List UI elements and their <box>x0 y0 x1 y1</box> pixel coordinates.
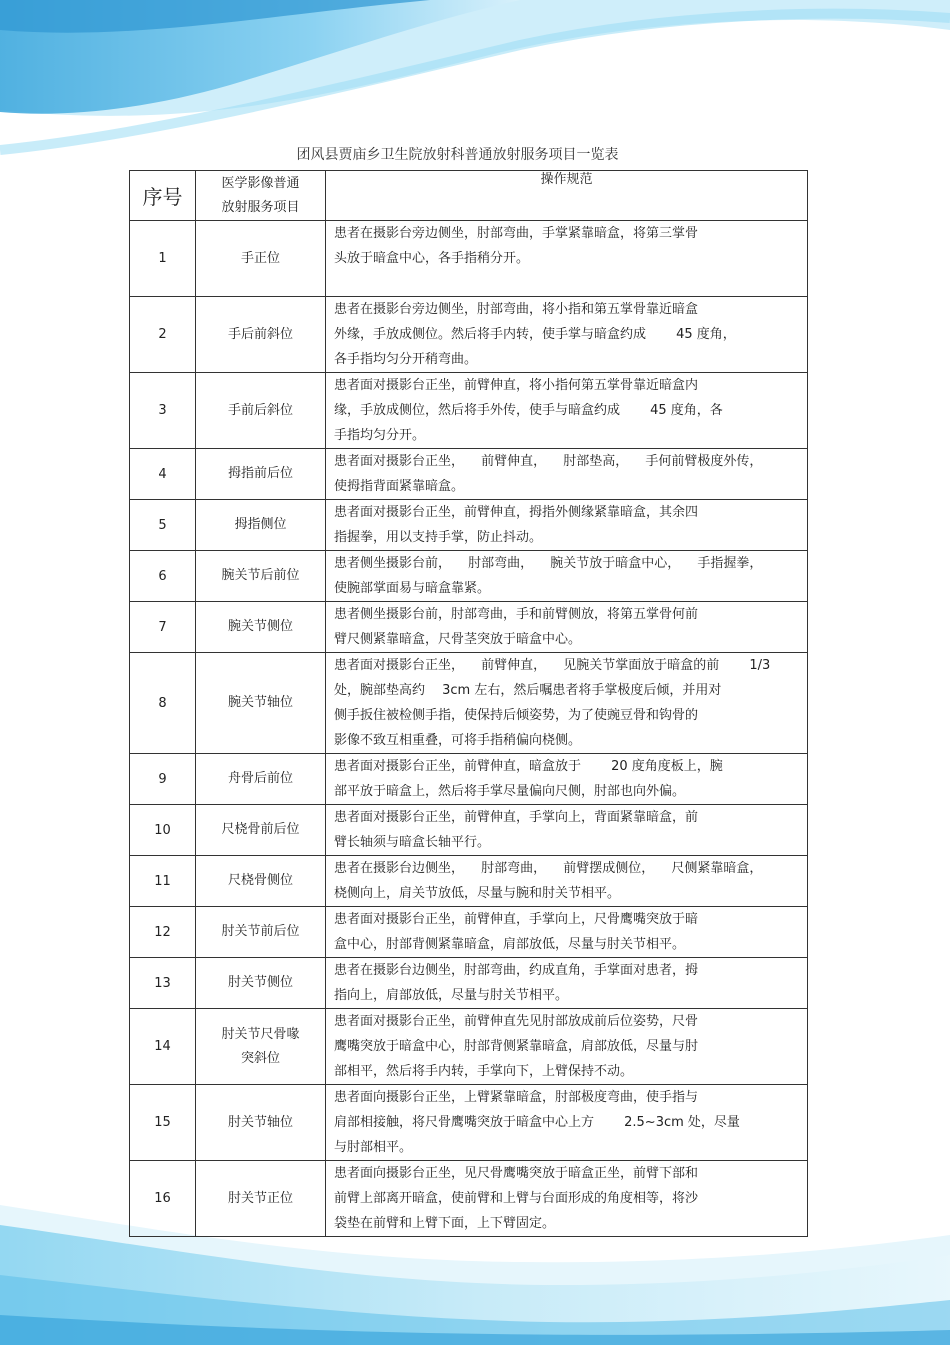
row-item-name <box>196 297 326 373</box>
row-procedure <box>326 805 808 856</box>
procedure-line: 前臂上部离开暗盒，使前臂和上臂与台面形成的角度相等，将沙 <box>334 1191 699 1206</box>
table-header-row <box>130 171 808 221</box>
row-procedure <box>326 449 808 500</box>
row-num: 4 <box>130 449 196 500</box>
row-num: 5 <box>130 500 196 551</box>
row-item-name <box>196 449 326 500</box>
row-procedure <box>326 1085 808 1161</box>
row-item-name <box>196 221 326 297</box>
procedure-line: 肩部相接触，将尺骨鹰嘴突放于暗盒中心上方 2.5~3cm 处，尽量 <box>334 1115 740 1130</box>
row-item-name <box>196 1085 326 1161</box>
procedure-line: 外缘，手放成侧位。然后将手内转，使手掌与暗盒约成 45 度角， <box>334 327 736 342</box>
row-num: 9 <box>130 754 196 805</box>
row-procedure <box>326 856 808 907</box>
row-num: 15 <box>130 1085 196 1161</box>
item-name-line: 尺桡骨前后位 <box>221 822 300 837</box>
service-items-table <box>129 170 808 1237</box>
procedure-line: 患者面对摄影台正坐，前臂伸直，手掌向上，背面紧靠暗盒，前 <box>334 810 699 825</box>
item-name-line: 拇指前后位 <box>227 466 293 481</box>
row-num: 16 <box>130 1161 196 1237</box>
procedure-line: 袋垫在前臂和上臂下面，上下臂固定。 <box>334 1216 556 1231</box>
row-item-name <box>196 1161 326 1237</box>
item-name-line: 腕关节轴位 <box>227 695 293 710</box>
item-name-line: 肘关节侧位 <box>227 975 293 990</box>
procedure-line: 患者面对摄影台正坐，前臂伸直先见肘部放成前后位姿势，尺骨 <box>334 1014 699 1029</box>
item-name-line: 肘关节正位 <box>227 1190 293 1206</box>
item-name-line: 腕关节侧位 <box>227 619 293 634</box>
procedure-line: 患者在摄影台边侧坐，肘部弯曲，约成直角，手掌面对患者，拇 <box>334 963 699 978</box>
procedure-line: 使腕部掌面易与暗盒靠紧。 <box>334 581 491 596</box>
table-row <box>130 551 808 602</box>
header-num: 序号 <box>130 171 196 221</box>
item-name-line: 突斜位 <box>240 1050 280 1066</box>
row-num: 10 <box>130 805 196 856</box>
row-num: 12 <box>130 907 196 958</box>
row-item-name <box>196 500 326 551</box>
procedure-line: 患者在摄影台边侧坐， 肘部弯曲， 前臂摆成侧位， 尺侧紧靠暗盒， <box>334 861 763 876</box>
procedure-line: 桡侧向上，肩关节放低，尽量与腕和肘关节相平。 <box>334 886 621 901</box>
row-item-name <box>196 907 326 958</box>
row-procedure <box>326 958 808 1009</box>
procedure-line: 指向上，肩部放低，尽量与肘关节相平。 <box>334 988 569 1003</box>
row-item-name <box>196 653 326 754</box>
procedure-line: 患者侧坐摄影台前，肘部弯曲，手和前臂侧放，将第五掌骨何前 <box>334 607 699 622</box>
document-title: 团风县贾庙乡卫生院放射科普通放射服务项目一览表 <box>296 147 619 163</box>
row-procedure <box>326 653 808 754</box>
table-row <box>130 1085 808 1161</box>
row-num: 1 <box>130 221 196 297</box>
procedure-line: 部平放于暗盒上，然后将手掌尽量偏向尺侧，肘部也向外偏。 <box>334 784 686 799</box>
procedure-line: 患者面对摄影台正坐，前臂伸直，将小指何第五掌骨靠近暗盒内 <box>334 378 699 393</box>
row-procedure <box>326 373 808 449</box>
header-name-line: 医学影像普通 <box>221 175 300 191</box>
row-procedure <box>326 297 808 373</box>
item-name-line: 舟骨后前位 <box>227 771 293 786</box>
table-row <box>130 653 808 754</box>
row-item-name <box>196 602 326 653</box>
procedure-line: 头放于暗盒中心，各手指稍分开。 <box>334 251 530 266</box>
table-row <box>130 1009 808 1085</box>
table-row <box>130 856 808 907</box>
procedure-line: 各手指均匀分开稍弯曲。 <box>334 352 478 367</box>
table-row <box>130 500 808 551</box>
procedure-line: 指握拳，用以支持手掌，防止抖动。 <box>334 530 543 545</box>
row-num: 6 <box>130 551 196 602</box>
row-item-name <box>196 754 326 805</box>
row-procedure <box>326 551 808 602</box>
procedure-line: 盒中心，肘部背侧紧靠暗盒，肩部放低，尽量与肘关节相平。 <box>334 937 686 952</box>
procedure-line: 臂尺侧紧靠暗盒，尺骨茎突放于暗盒中心。 <box>334 632 582 647</box>
row-num: 13 <box>130 958 196 1009</box>
procedure-line: 患者面对摄影台正坐， 前臂伸直， 见腕关节掌面放于暗盒的前 1/3 <box>334 658 771 673</box>
procedure-line: 与肘部相平。 <box>334 1140 413 1155</box>
procedure-line: 鹰嘴突放于暗盒中心，肘部背侧紧靠暗盒，肩部放低，尽量与肘 <box>334 1039 699 1054</box>
table-body <box>130 221 808 1237</box>
table-row <box>130 805 808 856</box>
row-num: 11 <box>130 856 196 907</box>
row-procedure <box>326 500 808 551</box>
row-procedure <box>326 754 808 805</box>
table-row <box>130 373 808 449</box>
procedure-line: 患者面对摄影台正坐，前臂伸直，拇指外侧缘紧靠暗盒，其余四 <box>334 505 699 520</box>
procedure-line: 缘，手放成侧位，然后将手外传，使手与暗盒约成 45 度角，各 <box>334 403 723 418</box>
row-num: 2 <box>130 297 196 373</box>
row-num: 14 <box>130 1009 196 1085</box>
item-name-line: 手后前斜位 <box>227 326 293 342</box>
row-item-name <box>196 805 326 856</box>
row-num: 7 <box>130 602 196 653</box>
item-name-line: 手正位 <box>240 250 280 266</box>
row-num: 8 <box>130 653 196 754</box>
procedure-line: 部相平，然后将手内转，手掌向下，上臂保持不动。 <box>334 1064 634 1079</box>
row-item-name <box>196 373 326 449</box>
table-row <box>130 1161 808 1237</box>
item-name-line: 腕关节后前位 <box>221 568 300 583</box>
row-num: 3 <box>130 373 196 449</box>
row-procedure <box>326 602 808 653</box>
item-name-line: 肘关节轴位 <box>227 1114 293 1130</box>
row-procedure <box>326 1161 808 1237</box>
procedure-line: 患者在摄影台旁边侧坐，肘部弯曲，将小指和第五掌骨靠近暗盒 <box>334 302 699 317</box>
row-procedure <box>326 1009 808 1085</box>
procedure-line: 患者面向摄影台正坐，上臂紧靠暗盒，肘部极度弯曲，使手指与 <box>334 1090 699 1105</box>
table-row <box>130 602 808 653</box>
procedure-line: 患者在摄影台旁边侧坐，肘部弯曲，手掌紧靠暗盒，将第三掌骨 <box>334 226 699 241</box>
item-name-line: 拇指侧位 <box>234 517 287 532</box>
row-item-name <box>196 551 326 602</box>
item-name-line: 尺桡骨侧位 <box>227 873 293 888</box>
procedure-line: 患者侧坐摄影台前， 肘部弯曲， 腕关节放于暗盒中心， 手指握拳， <box>334 556 763 571</box>
procedure-line: 患者面对摄影台正坐，前臂伸直，暗盒放于 20 度角度板上，腕 <box>334 759 723 774</box>
procedure-line: 使拇指背面紧靠暗盒。 <box>334 479 465 494</box>
table-row <box>130 449 808 500</box>
procedure-line: 患者面对摄影台正坐，前臂伸直，手掌向上，尺骨鹰嘴突放于暗 <box>334 912 699 927</box>
procedure-line: 患者面向摄影台正坐，见尺骨鹰嘴突放于暗盒正坐，前臂下部和 <box>334 1166 699 1181</box>
procedure-line: 患者面对摄影台正坐， 前臂伸直， 肘部垫高， 手何前臂极度外传， <box>334 454 763 469</box>
row-procedure <box>326 221 808 297</box>
table-row <box>130 958 808 1009</box>
item-name-line: 肘关节前后位 <box>221 924 300 939</box>
row-item-name <box>196 1009 326 1085</box>
header-name-line: 放射服务项目 <box>221 199 300 215</box>
table-row <box>130 907 808 958</box>
table-row <box>130 754 808 805</box>
procedure-line: 处，腕部垫高约 3cm 左右，然后嘱患者将手掌极度后倾，并用对 <box>334 683 722 698</box>
item-name-line: 肘关节尺骨喙 <box>221 1026 300 1042</box>
procedure-line: 影像不致互相重叠，可将手指稍偏向桡侧。 <box>334 733 582 748</box>
procedure-line: 侧手扳住被检侧手指，使保持后倾姿势，为了使豌豆骨和钩骨的 <box>334 708 699 723</box>
row-item-name <box>196 856 326 907</box>
row-item-name <box>196 958 326 1009</box>
procedure-line: 手指均匀分开。 <box>334 428 426 443</box>
header-name <box>196 171 326 221</box>
item-name-line: 手前后斜位 <box>227 402 293 418</box>
procedure-line: 臂长轴须与暗盒长轴平行。 <box>334 835 491 850</box>
row-procedure <box>326 907 808 958</box>
header-desc: 操作规范 <box>326 171 808 221</box>
table-row <box>130 297 808 373</box>
table-row <box>130 221 808 297</box>
